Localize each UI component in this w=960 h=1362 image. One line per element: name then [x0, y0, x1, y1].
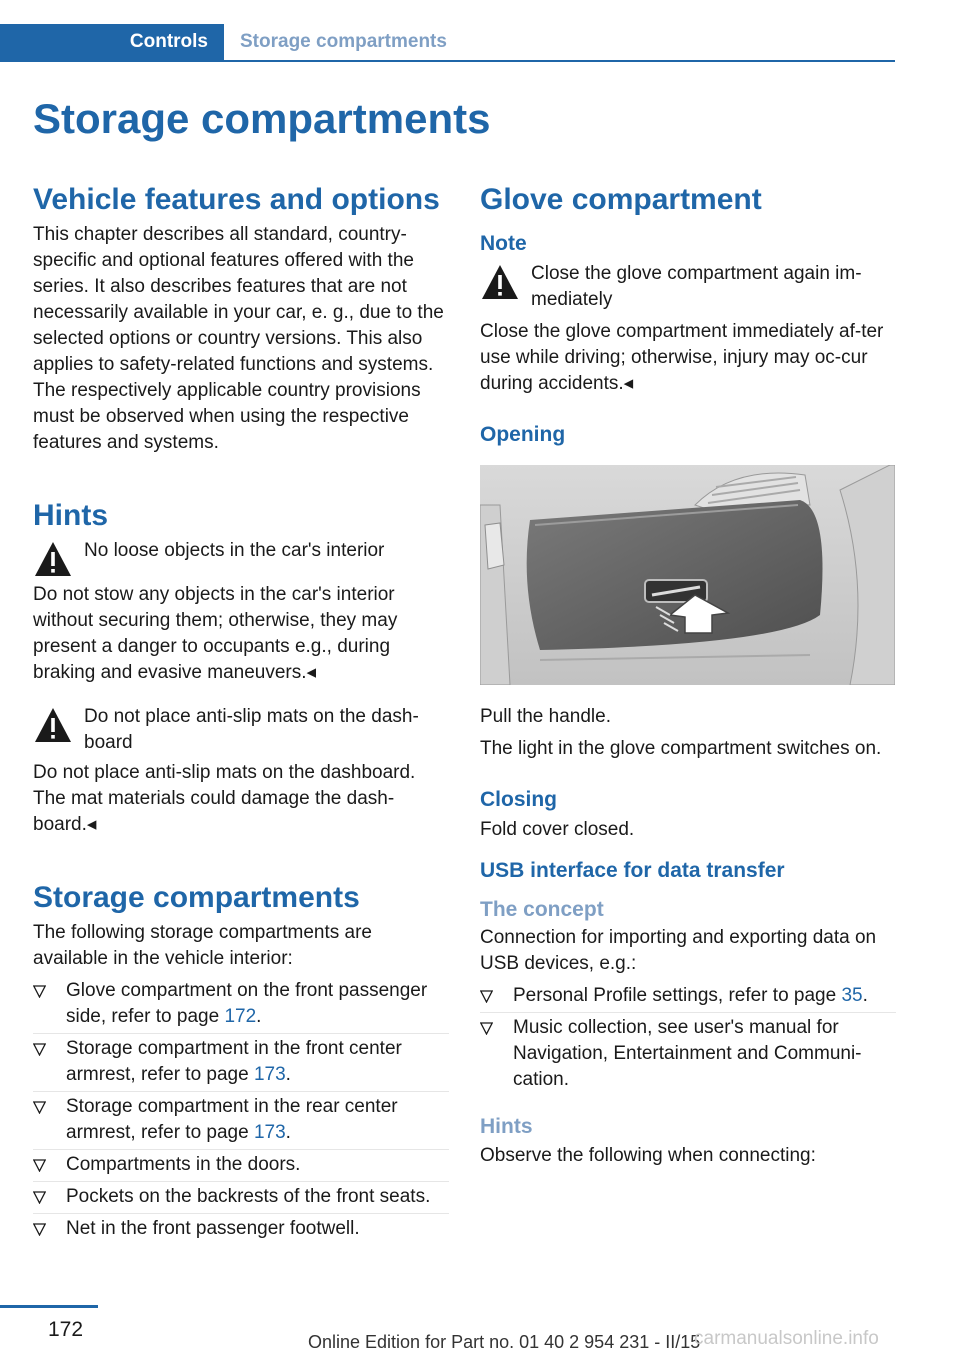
list-item: Compartments in the doors.: [33, 1152, 449, 1178]
page-title: Storage compartments: [33, 95, 491, 142]
triangle-bullet-icon: [33, 1094, 46, 1122]
usb-concept-body: Connection for importing and exporting data on USB devices, e.g.:: [480, 927, 877, 975]
triangle-bullet-icon: [33, 1184, 46, 1212]
warning-triangle-icon: [33, 540, 73, 578]
warning-body: Close the glove compartment immediately af-ter use while driving; otherwise, injury may oc-cur during accidents.◂: [480, 321, 884, 395]
right-column: [480, 182, 896, 1169]
warning-loose-objects: [33, 538, 449, 578]
watermark: carmanualsonline.info: [694, 1328, 879, 1349]
warning-anti-slip-mats: [33, 704, 449, 756]
edition-line: Online Edition for Part no. 01 40 2 954 231 - II/15: [308, 1332, 701, 1352]
warning-title: Do not place anti-slip mats on the dash-board: [84, 706, 419, 753]
warning-triangle-icon: [480, 263, 520, 301]
triangle-bullet-icon: [480, 1015, 493, 1043]
header-rule: [0, 60, 895, 62]
left-column: [33, 182, 449, 1248]
page-number: 172: [48, 1318, 84, 1341]
triangle-bullet-icon: [33, 1216, 46, 1244]
usb-hints-heading: Hints: [480, 1115, 533, 1139]
glove-compartment-illustration: [480, 465, 895, 685]
opening-step-2: The light in the glove compartment switches on.: [480, 737, 882, 759]
list-item: Personal Profile settings, refer to page 35.: [480, 983, 896, 1009]
list-item: Pockets on the backrests of the front seats.: [33, 1184, 449, 1210]
usb-list: [480, 983, 896, 1093]
triangle-bullet-icon: [33, 978, 46, 1006]
warning-title: Close the glove compartment again im-mediately: [531, 263, 862, 311]
opening-step-1: Pull the handle.: [480, 705, 611, 727]
list-item: Glove compartment on the front passenger side, refer to page 172.: [33, 978, 449, 1030]
storage-intro: The following storage compartments are available in the vehicle interior:: [33, 922, 372, 969]
list-item: Music collection, see user's manual for Navigation, Entertainment and Communi-cation.: [480, 1015, 896, 1093]
note-heading: Note: [480, 232, 527, 255]
usb-hints-body: Observe the following when connecting:: [480, 1144, 816, 1166]
warning-title: No loose objects in the car's interior: [84, 540, 385, 561]
warning-close-glove: [480, 261, 896, 313]
page-link[interactable]: 173: [253, 1122, 286, 1143]
page-link[interactable]: 35: [841, 985, 863, 1007]
usb-concept-heading: The concept: [480, 898, 604, 922]
page-link[interactable]: 172: [224, 1006, 257, 1027]
page-link[interactable]: 173: [253, 1064, 286, 1085]
section-tab[interactable]: Controls: [0, 24, 224, 60]
warning-body: Do not stow any objects in the car's interior without securing them; otherwise, they may present a danger to occupants e.g., during braking and evasive maneuvers.◂: [33, 584, 398, 683]
glove-compartment-heading: Glove compartment: [480, 183, 762, 216]
usb-heading: USB interface for data transfer: [480, 858, 785, 882]
triangle-bullet-icon: [480, 983, 493, 1011]
warning-triangle-icon: [33, 706, 73, 744]
vehicle-features-heading: Vehicle features and options: [33, 183, 440, 216]
list-item: Storage compartment in the rear center armrest, refer to page 173.: [33, 1094, 449, 1146]
vehicle-features-body: This chapter describes all standard, country-specific and optional features offered with the series. It also describes features that are not necessarily available in your car, e. g., due to the selected options or country versions. This also applies to safety-related functions and systems. The respectively applicable country provisions must be observed when using the respective features and systems.: [33, 224, 444, 453]
hints-heading: Hints: [33, 499, 108, 532]
opening-heading: Opening: [480, 423, 566, 447]
warning-body: Do not place anti-slip mats on the dashboard. The mat materials could damage the dash-board.◂: [33, 762, 416, 835]
page-header: [0, 24, 895, 62]
footer-rule: [0, 1305, 98, 1308]
storage-list: [33, 978, 449, 1242]
list-item: Storage compartment in the front center armrest, refer to page 173.: [33, 1036, 449, 1088]
triangle-bullet-icon: [33, 1152, 46, 1180]
list-item: Net in the front passenger footwell.: [33, 1216, 449, 1242]
closing-heading: Closing: [480, 787, 557, 811]
triangle-bullet-icon: [33, 1036, 46, 1064]
subsection-tab[interactable]: Storage compartments: [240, 31, 447, 52]
storage-compartments-heading: Storage compartments: [33, 881, 360, 914]
closing-body: Fold cover closed.: [480, 818, 635, 840]
